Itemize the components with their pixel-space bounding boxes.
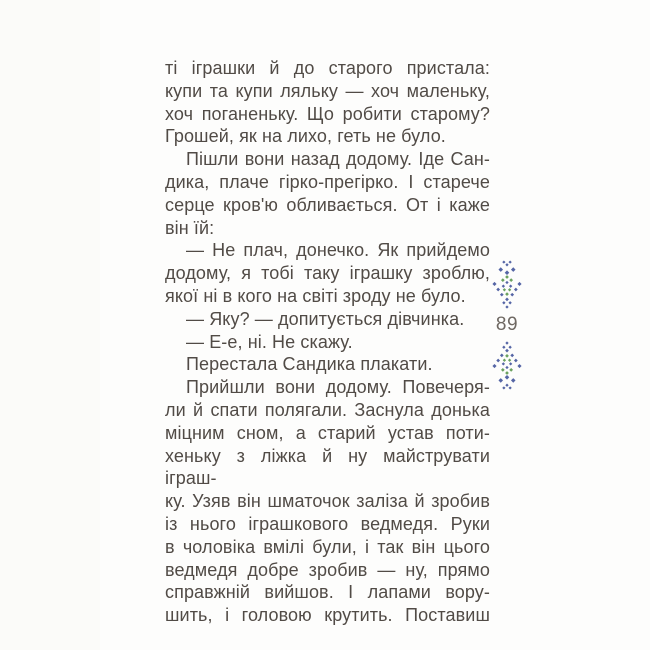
text-line: серце кров'ю обливається. От і каже: [165, 194, 490, 215]
text-line: шить, і головою крутить. Поставиш: [165, 605, 490, 626]
text-line: Перестала Сандика плакати.: [186, 354, 433, 375]
text-line: дика, плаче гірко-прегірко. І старече: [165, 171, 490, 192]
folk-ornament-bottom-icon: [491, 340, 523, 390]
text-line: ведмедя добре зробив — ну, прямо: [165, 559, 490, 580]
page-text: [165, 57, 490, 627]
text-line: купи та купи ляльку — хоч маленьку,: [165, 80, 490, 101]
text-line: Грошей, як на лихо, геть не було.: [165, 126, 446, 147]
text-line: хоч поганеньку. Що робити старому?: [165, 103, 490, 124]
text-line: міцним сном, а старий устав поти-: [165, 422, 490, 443]
text-line: в чоловіка вмілі були, і так він цього: [165, 536, 490, 557]
page-margin: [481, 260, 533, 390]
text-line: Прийшли вони додому. Повечеря-: [186, 377, 490, 398]
folk-ornament-top-icon: [491, 260, 523, 310]
page-number: 89: [495, 314, 519, 335]
text-line: ті іграшки й до старого пристала:: [165, 58, 490, 78]
text-line: — Е-е, ні. Не скажу.: [186, 331, 353, 352]
text-line: додому, я тобі таку іграшку зроблю,: [165, 263, 490, 284]
text-line: — Яку? — допитується дівчинка.: [186, 308, 465, 329]
text-line: ли й спати полягали. Заснула донька: [165, 399, 490, 420]
text-line: справжній вийшов. І лапами вору-: [165, 582, 490, 603]
text-line: він їй:: [165, 217, 215, 238]
text-line: — Не плач, донечко. Як прийдемо: [186, 240, 490, 261]
text-line: із нього іграшкового ведмедя. Руки: [165, 513, 490, 534]
text-line: Пішли вони назад додому. Іде Сан-: [186, 149, 490, 170]
text-line: ку. Узяв він шматочок заліза й зробив: [165, 491, 490, 512]
text-line: якої ні в кого на світі зроду не було.: [165, 285, 466, 306]
text-line: хеньку з ліжка й ну майструвати іграш-: [165, 445, 490, 489]
page-edge-shade: [0, 0, 100, 650]
